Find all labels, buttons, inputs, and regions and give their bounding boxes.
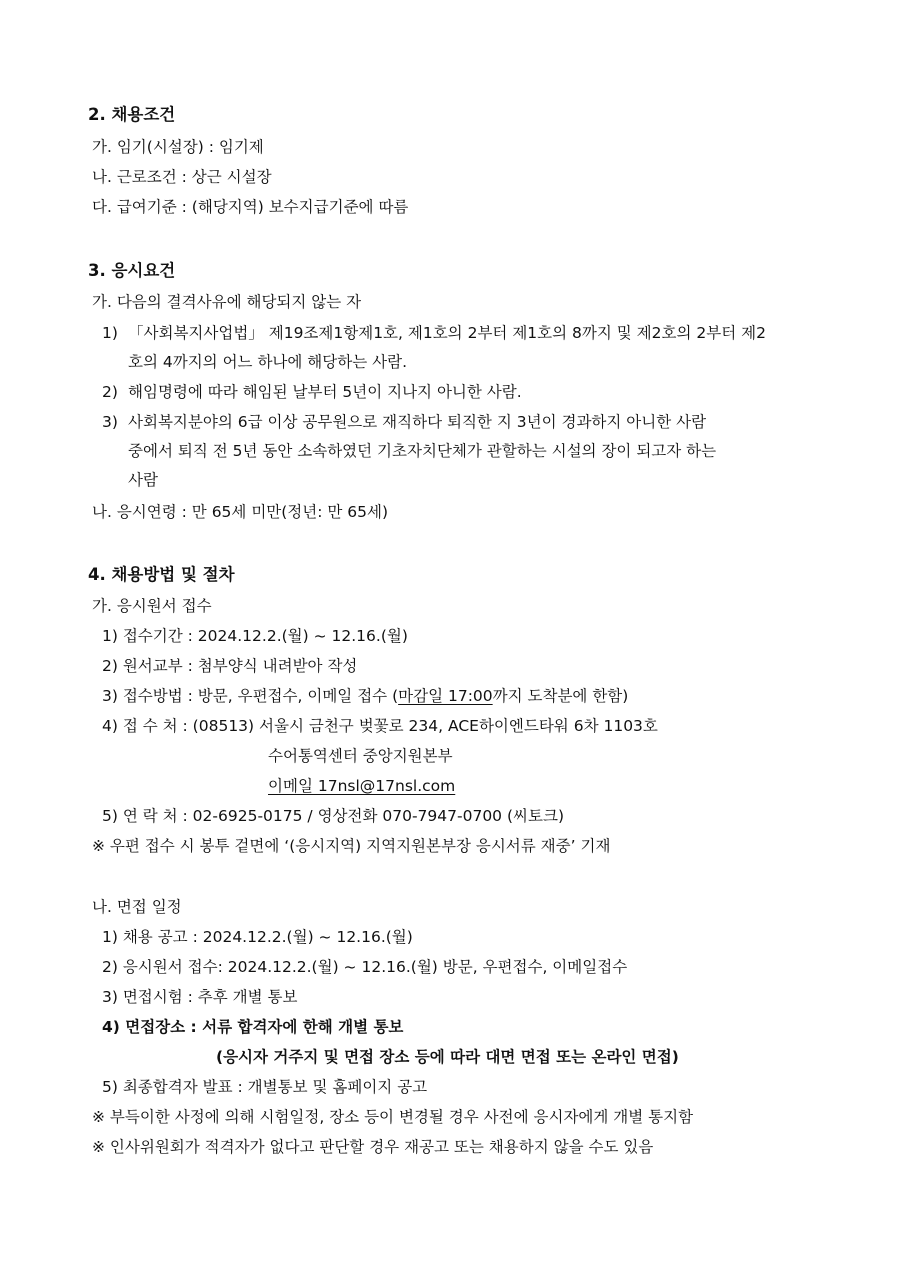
s4-b5: 5) 최종합격자 발표 : 개별통보 및 홈페이지 공고 bbox=[102, 1078, 428, 1096]
s4-note3: ※ 인사위원회가 적격자가 없다고 판단할 경우 재공고 또는 채용하지 않을 수도 있음 bbox=[92, 1138, 654, 1156]
s4-note: ※ 우편 접수 시 봉투 겉면에 ‘(응시지역) 지역지원본부장 응시서류 재중’ 기재 bbox=[92, 837, 611, 855]
s4-a4: 4) 접 수 처 : (08513) 서울시 금천구 벚꽃로 234, ACE하이엔드타워 6차 1103호 bbox=[102, 717, 658, 735]
s4-a5: 5) 연 락 처 : 02-6925-0175 / 영상전화 070-7947-0700 (씨토크) bbox=[102, 807, 564, 825]
s2-item-a: 가. 임기(시설장) : 임기제 bbox=[92, 138, 264, 156]
s4-b3: 3) 면접시험 : 추후 개별 통보 bbox=[102, 988, 298, 1006]
s4-item-b: 나. 면접 일정 bbox=[92, 898, 182, 916]
s3-sub3-line2: 중에서 퇴직 전 5년 동안 소속하였던 기초자치단체가 관할하는 시설의 장이 되고자 하는 bbox=[128, 442, 717, 460]
s2-item-b: 나. 근로조건 : 상근 시설장 bbox=[92, 168, 272, 186]
s3-sub3-number: 3) bbox=[102, 413, 118, 431]
s3-item-b: 나. 응시연령 : 만 65세 미만(정년: 만 65세) bbox=[92, 503, 389, 521]
s3-item-a: 가. 다음의 결격사유에 해당되지 않는 자 bbox=[92, 293, 362, 311]
s4-a4-email[interactable]: 이메일 17nsl@17nsl.com bbox=[268, 777, 456, 795]
s3-sub1-line2: 호의 4까지의 어느 하나에 해당하는 사람. bbox=[128, 353, 407, 371]
s3-sub1-number: 1) bbox=[102, 324, 118, 342]
s4-a3-prefix: 3) 접수방법 : 방문, 우편접수, 이메일 접수 ( bbox=[102, 687, 399, 705]
s3-sub1-line1: 「사회복지사업법」 제19조제1항제1호, 제1호의 2부터 제1호의 8까지 및 제2호의 2부터 제2 bbox=[128, 324, 766, 342]
s4-a2: 2) 원서교부 : 첨부양식 내려받아 작성 bbox=[102, 657, 358, 675]
s4-b2: 2) 응시원서 접수: 2024.12.2.(월) ~ 12.16.(월) 방문, 우편접수, 이메일접수 bbox=[102, 958, 628, 976]
s3-sub2: 해임명령에 따라 해임된 날부터 5년이 지나지 아니한 사람. bbox=[128, 383, 522, 401]
s2-item-c: 다. 급여기준 : (해당지역) 보수지급기준에 따름 bbox=[92, 198, 409, 216]
s4-b4: 4) 면접장소 : 서류 합격자에 한해 개별 통보 bbox=[102, 1018, 404, 1036]
s3-sub3-line1: 사회복지분야의 6급 이상 공무원으로 재직하다 퇴직한 지 3년이 경과하지 아니한 사람 bbox=[128, 413, 707, 431]
section-4-heading: 4. 채용방법 및 절차 bbox=[88, 565, 235, 584]
section-2-heading: 2. 채용조건 bbox=[88, 105, 176, 124]
s4-a4-org: 수어통역센터 중앙지원본부 bbox=[268, 747, 453, 765]
section-3-heading: 3. 응시요건 bbox=[88, 261, 176, 280]
s4-a3-suffix: 까지 도착분에 한함) bbox=[492, 687, 629, 705]
deadline-underlined: 마감일 17:00 bbox=[398, 687, 493, 705]
s3-sub2-number: 2) bbox=[102, 383, 118, 401]
s3-sub3-line3: 사람 bbox=[128, 471, 158, 489]
s4-a1: 1) 접수기간 : 2024.12.2.(월) ~ 12.16.(월) bbox=[102, 627, 408, 645]
s4-note2: ※ 부득이한 사정에 의해 시험일정, 장소 등이 변경될 경우 사전에 응시자에게 개별 통지함 bbox=[92, 1108, 694, 1126]
s4-item-a: 가. 응시원서 접수 bbox=[92, 597, 212, 615]
s4-b1: 1) 채용 공고 : 2024.12.2.(월) ~ 12.16.(월) bbox=[102, 928, 413, 946]
s4-b4-detail: (응시자 거주지 및 면접 장소 등에 따라 대면 면접 또는 온라인 면접) bbox=[216, 1048, 679, 1066]
s4-a3 bbox=[102, 686, 628, 706]
